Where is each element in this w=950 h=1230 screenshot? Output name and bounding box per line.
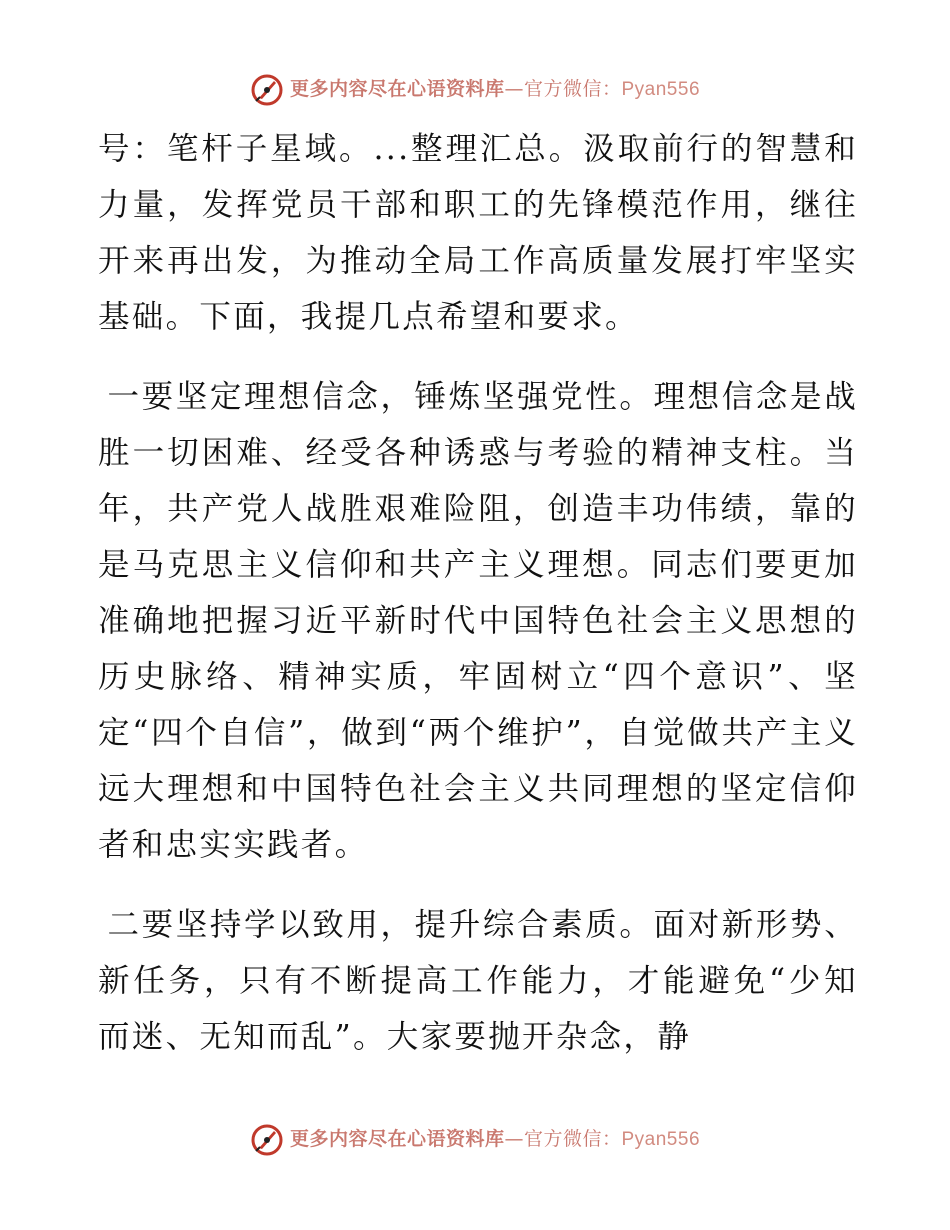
footer-banner-sub: —官方微信： — [504, 1128, 622, 1150]
footer-banner-main: 更多内容尽在心语资料库 — [289, 1128, 505, 1150]
paragraph-1: 号：笔杆子星域。...整理汇总。汲取前行的智慧和力量，发挥党员干部和职工的先锋模范作用，继往开来再出发，为推动全局工作高质量发展打牢坚实基础。下面，我提几点希望和要求。 — [98, 131, 858, 335]
header-banner — [0, 72, 950, 107]
header-banner-sub: —官方微信： — [504, 78, 622, 100]
quill-logo-icon — [250, 73, 284, 107]
paragraph-2: 一要坚定理想信念，锤炼坚强党性。理想信念是战胜一切困难、经受各种诱惑与考验的精神支柱。当年，共产党人战胜艰难险阻，创造丰功伟绩，靠的是马克思主义信仰和共产主义理想。同志们要更加准确地把握习近平新时代中国特色社会主义思想的历史脉络、精神实质，牢固树立“四个意识”、坚定“四个自信”，做到“两个维护”，自觉做共产主义远大理想和中国特色社会主义共同理想的坚定信仰者和忠实实践者。 — [98, 379, 858, 863]
quill-logo-icon — [250, 1123, 284, 1157]
paragraph-3: 二要坚持学以致用，提升综合素质。面对新形势、新任务，只有不断提高工作能力，才能避免“少知而迷、无知而乱”。大家要抛开杂念，静 — [98, 907, 858, 1055]
footer-banner — [0, 1122, 950, 1157]
header-banner-main: 更多内容尽在心语资料库 — [289, 78, 505, 100]
footer-banner-text — [290, 1122, 700, 1157]
footer-banner-handle: Pyan556 — [621, 1129, 701, 1150]
header-banner-handle: Pyan556 — [621, 79, 701, 100]
document-body — [98, 121, 858, 1065]
header-banner-text — [290, 72, 700, 107]
